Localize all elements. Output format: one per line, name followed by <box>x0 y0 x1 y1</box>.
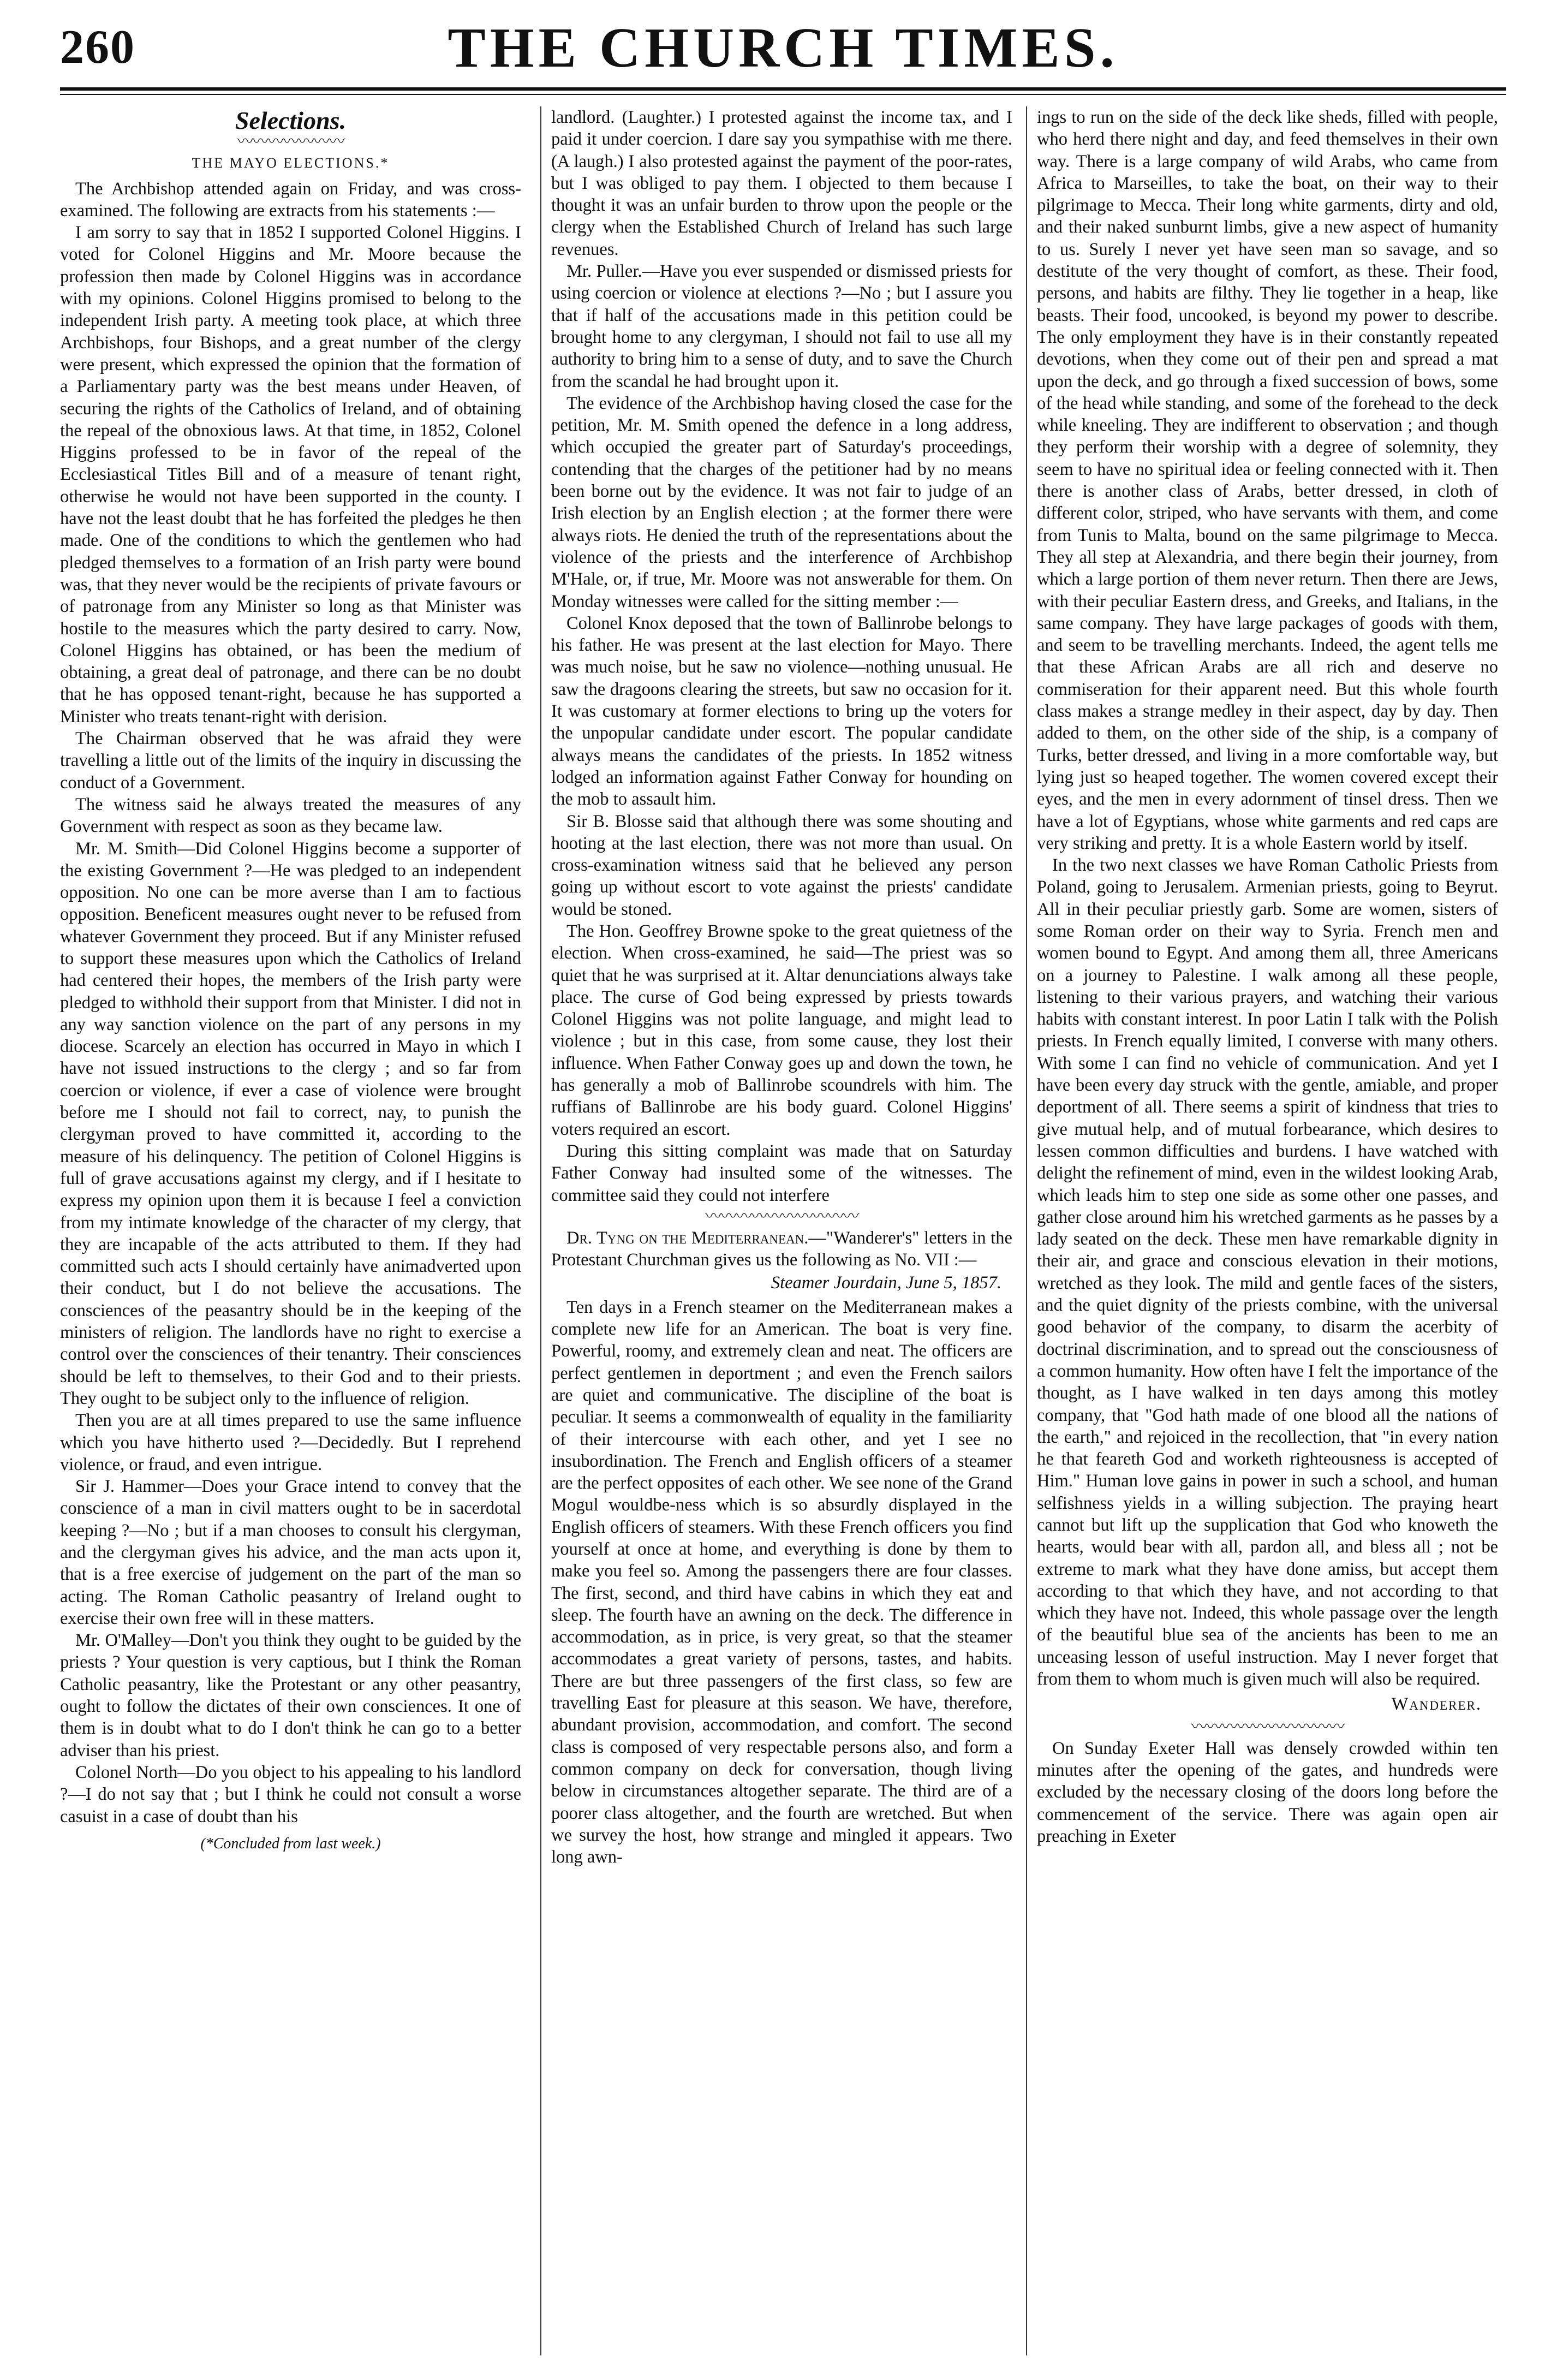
page-number: 260 <box>60 21 135 74</box>
article-paragraph: On Sunday Exeter Hall was densely crowded within ten minutes after the opening of the gates, and hundreds were excluded by the necessary closing of the doors long before the commencement of the service. There was again open air preaching in Exeter <box>1037 1738 1498 1846</box>
article-paragraph: Mr. M. Smith—Did Colonel Higgins become a supporter of the existing Government ?—He was pledged to an independent opposition. No one can be more averse than I am to factious opposition. Beneficent measures ought never to be refused from whatever Government they proceed. But if any Minister refused to support these measures upon which the Catholics of Ireland had centered their hopes, the members of the Irish party were pledged to withhold their support from that Minister. I did not in any way sanction violence on the part of any persons in my diocese. Scarcely an election has occurred in Mayo in which I have not issued instructions to the clergy ; and so far from coercion or violence, if ever a case of violence were brought before me I should not fail to correct, nay, to punish the clergyman proved to have committed it, according to the measure of his delinquency. The petition of Colonel Higgins is full of grave accusations against my clergy, and if I hesitate to express my opinion upon them it is because I feel a conviction from my intimate knowledge of the character of my clergy, that they are incapable of the acts attributed to them. If they had committed such acts I should certainly have animadverted upon their conduct, but I do not believe the accusations. The consciences of the peasantry should be in the keeping of the ministers of religion. The landlords have no right to exercise a control over the consciences of their tenantry. Their consciences should be left to themselves, to their God and to their priests. They ought to be subject only to the influence of religion. <box>60 838 521 1408</box>
article-paragraph: Sir J. Hammer—Does your Grace intend to convey that the conscience of a man in civil matters ought to be in sacerdotal keeping ?—No ; but if a man chooses to consult his clergyman, and the clergyman gives his advice, and the man acts upon it, that is a free exercise of judgement on the part of the man so acting. The Roman Catholic peasantry of Ireland ought to exercise their own free will in these matters. <box>60 1477 521 1628</box>
article-paragraph: During this sitting complaint was made that on Saturday Father Conway had insulted some of the witnesses. The committee said they could not interfere <box>551 1141 1012 1205</box>
column-3 <box>1037 106 1498 2355</box>
article-paragraph: Mr. O'Malley—Don't you think they ought to be guided by the priests ? Your question is very captious, but I think the Roman Catholic peasantry, like the Protestant or any other peasantry, ought to follow the dictates of their own consciences. It one of them is in doubt what to do I don't think he can go to a better adviser than his priest. <box>60 1631 521 1760</box>
article-paragraph: Sir B. Blosse said that although there was some shouting and hooting at the last election, there was not more than usual. On cross-examination witness said that he believed any person going up without escort to vote against the priests' candidate would be stoned. <box>551 811 1012 919</box>
section-title: Selections. <box>235 106 347 134</box>
article-paragraph: ings to run on the side of the deck like sheds, filled with people, who herd there night and day, and feed themselves in their own way. There is a large company of wild Arabs, who came from Africa to Marseilles, to take the boat, on their way to their pilgrimage to Mecca. Their long white garments, dirty and old, and their naked sunburnt limbs, give a new aspect of humanity to us. Surely I never yet have seen man so savage, and so destitute of the very thought of comfort, as these. Their food, persons, and habits are filthy. They lie together in a heap, like beasts. Their food, uncooked, is beyond my power to describe. The only employment they have is in their constantly repeated devotions, when they come out of their pen and spread a mat upon the deck, and go through a fixed succession of bows, some of the head while standing, and some of the forehead to the deck while kneeling. They are indifferent to observation ; and though they perform their worship with a degree of solemnity, they seem to have no spiritual idea or feeling connected with it. Then there is another class of Arabs, better dressed, in cloth of different color, striped, who have servants with them, and come from Tunis to Malta, bound on the same pilgrimage to Mecca. They all step at Alexandria, and there begin their journey, from which a large portion of them never return. Then there are Jews, with their peculiar Eastern dress, and Greeks, and Italians, in the same company. They have large packages of goods with them, and seem to be travelling merchants. Indeed, the agent tells me that these African Arabs are all rich and deserve no commiseration for their apparent need. But this whole fourth class makes a strange medley in their aspect, day by day. Then added to them, on the other side of the ship, is a company of Turks, better dressed, and living in a more comfortable way, but lying just so heaped together. The women covered except their eyes, and the men in every adornment of tinsel dress. Then we have a lot of Egyptians, whose white garments and red caps are very striking and pretty. It is a whole Eastern world by itself. <box>1037 108 1498 853</box>
footnote: (*Concluded from last week.) <box>200 1835 381 1852</box>
article-paragraph: In the two next classes we have Roman Catholic Priests from Poland, going to Jerusalem. Armenian priests, going to Beyrut. All in their peculiar priestly garb. Some are women, sisters of some Roman order on their way to Syria. French men and women bound to Egypt. And among them all, three Americans on a journey to Palestine. I walk among all these people, listening to their various prayers, and watching their various habits with constant interest. In poor Latin I talk with the Polish priests. In French equally limited, I converse with many others. With some I can find no vehicle of communication. And yet I have been every day struck with the gentle, amiable, and proper deportment of all. There seems a spirit of kindness that tries to give mutual help, and of mutual forbearance, which desires to lessen common difficulties and burdens. I have watched with delight the refinement of mind, even in the wildest looking Arab, which leads him to step one side as some other one passes, and gather close around him his wretched garments as he passes by a lady seated on the deck. These men have remarkable dignity in their air, and grace and conscious elevation in their motions, wretched as they look. The mild and gentle faces of the sisters, and the quiet dignity of the priests combine, with the universal good behavior of the company, to disarm the acerbity of doctrinal discrimination, and to spread out the consciousness of a common humanity. How often have I felt the importance of the thought, as I have walked in ten days among this motley company, that "God hath made of one blood all the nations of the earth," and rejoiced in the recollection, that "in every nation he that feareth God and worketh righteousness is accepted of Him." Human love gains in power in such a school, and human selfishness yields in a willing subjection. The praying heart cannot but lift up the supplication that God who knoweth the hearts, would bear with all, pardon all, and bless all ; not be extreme to mark what they have done amiss, but accept them according to that which they have, and not according to that which they have not. Indeed, this whole passage over the length of the beautiful blue sea of the ancients has been to me an unceasing lesson of useful instruction. May I never forget that from them to whom much is given much will also be required. <box>1037 855 1498 1689</box>
article-paragraph: The witness said he always treated the measures of any Government with respect as soon as they became law. <box>60 794 521 837</box>
article-lead: Dr. Tyng on the Mediterranean. <box>566 1228 809 1248</box>
column-2 <box>551 106 1012 2355</box>
article-headline: THE MAYO ELECTIONS.* <box>192 155 390 171</box>
article-paragraph: landlord. (Laughter.) I protested against the income tax, and I paid it under coercion. I dare say you sympathise with me there. (A laugh.) I also protested against the payment of the poor-rates, but I was obliged to pay them. I objected to them because I thought it was an unfair burden to throw upon the people or the clergy when the Established Church of Ireland has such large revenues. <box>551 108 1012 259</box>
wavy-divider: 〰〰〰〰〰〰〰〰〰〰 <box>1191 1717 1344 1736</box>
wavy-divider: 〰〰〰〰〰〰〰 <box>237 133 344 151</box>
column-divider <box>540 106 541 2355</box>
newspaper-title: THE CHURCH TIMES. <box>448 16 1119 79</box>
article-paragraph: The evidence of the Archbishop having closed the case for the petition, Mr. M. Smith opened the defence in a long address, which occupied the greater part of Saturday's proceedings, contending that the charges of the petitioner had by no means been borne out by the evidence. It was not fair to judge of an Irish election by an English election ; at the former there were always riots. He denied the truth of the representations about the violence of the priests and the interference of Archbishop M'Hale, or, if true, Mr. Moore was not answerable for them. On Monday witnesses were called for the sitting member :— <box>551 393 1012 611</box>
article-paragraph: The Hon. Geoffrey Browne spoke to the great quietness of the election. When cross-examined, he said—The priest was so quiet that he was surprised at it. Altar denunciations always take place. The curse of God being expressed by priests towards Colonel Higgins was not polite language, and might lead to violence ; but in this case, from some cause, they lost their influence. When Father Conway goes up and down the town, he has generally a mob of Ballinrobe scoundrels with him. The ruffians of Ballinrobe are his body guard. Colonel Higgins' voters required an escort. <box>551 921 1012 1139</box>
article-lead-text: —"Wanderer's" letters in the Protestant Churchman gives us the following as No. VII :— <box>551 1228 1012 1270</box>
column-divider <box>1026 106 1027 2355</box>
masthead <box>60 15 1506 97</box>
article-paragraph: The Chairman observed that he was afraid they were travelling a little out of the limits of the inquiry in discussing the conduct of a Government. <box>60 729 521 793</box>
signature: Wanderer. <box>1391 1694 1482 1715</box>
article-paragraph: I am sorry to say that in 1852 I supported Colonel Higgins. I voted for Colonel Higgins and Mr. Moore because the profession then made by Colonel Higgins was in accordance with my opinions. Colonel Higgins promised to belong to the independent Irish party. A meeting took place, at which three Archbishops, four Bishops, and a great number of the clergy were present, which expressed the opinion that the formation of a Parliamentary party was the best means under Heaven, of securing the rights of the Catholics of Ireland, and of obtaining the repeal of the obnoxious laws. At that time, in 1852, Colonel Higgins professed to be in favor of the repeal of the Ecclesiastical Titles Bill and of a measure of tenant right, otherwise he would not have been supported in the county. I have not the least doubt that he has forfeited the pledges he then made. One of the conditions to which the gentlemen who had pledged themselves to a formation of an Irish party were bound was, that they never would be the recipients of private favours or of patronage from any Minister so long as that Minister was hostile to the measures which the party desired to carry. Now, Colonel Higgins has obtained, or has been the medium of obtaining, a great deal of patronage, and there can be no doubt that he has opposed tenant-right, because he has supported a Minister who treats tenant-right with derision. <box>60 223 521 727</box>
article-paragraph: Then you are at all times prepared to use the same influence which you have hitherto used ?—Decidedly. But I reprehend violence, or fraud, and even intrigue. <box>60 1411 521 1474</box>
article-paragraph: Colonel Knox deposed that the town of Ballinrobe belongs to his father. He was present at the last election for Mayo. There was much noise, but he saw no violence—nothing unusual. He saw the dragoons clearing the streets, but saw no occasion for it. It was customary at former elections to bring up the voters for the unpopular candidate under escort. The popular candidate always means the candidates of the priests. In 1852 witness lodged an information against Father Conway for hounding on the mob to assault him. <box>551 613 1012 810</box>
masthead-rule-thin <box>60 94 1506 95</box>
article-paragraph <box>551 1227 1012 1271</box>
column-1 <box>60 106 521 2355</box>
article-paragraph: Ten days in a French steamer on the Mediterranean makes a complete new life for an American. The boat is very fine. Powerful, roomy, and extremely clean and neat. The officers are perfect gentlemen in deportment ; and even the French sailors are quiet and communicative. The discipline of the boat is peculiar. It seems a commonwealth of equality in the familiarity of their intercourse with each other, and yet I see no insubordination. The French and English officers of a steamer are the perfect opposites of each other. We see none of the Grand Mogul wouldbe-ness which is so absurdly displayed in the English officers of steamers. With these French officers you find yourself at once at home, and everything is done by them to make you feel so. Among the passengers there are four classes. The first, second, and third have cabins in which they eat and sleep. The fourth have an awning on the deck. The difference in accommodation, as in price, is very great, so that the steamer accommodates a great variety of persons, tastes, and habits. There are but three passengers of the first class, so few are travelling East for pleasure at this season. We have, therefore, abundant provision, accommodation, and comfort. The second class is composed of very respectable persons also, and form a common company on deck for conversation, though living below in circumstances altogether separate. The third are of a poorer class altogether, and the fourth are wretched. But when we survey the host, how strange and mingled it appears. Two long awn- <box>551 1297 1012 1867</box>
wavy-divider: 〰〰〰〰〰〰〰〰〰〰 <box>705 1207 858 1225</box>
dateline: Steamer Jourdain, June 5, 1857. <box>771 1273 1001 1293</box>
article-paragraph: The Archbishop attended again on Friday, and was cross-examined. The following are extracts from his statements :— <box>60 178 521 221</box>
masthead-rule <box>60 87 1506 91</box>
article-paragraph: Mr. Puller.—Have you ever suspended or dismissed priests for using coercion or violence at elections ?—No ; but I assure you that if half of the accusations made in this petition could be brought home to any clergyman, I should not fail to use all my authority to bring him to a sense of duty, and to save the Church from the scandal he had brought upon it. <box>551 261 1012 391</box>
article-paragraph: Colonel North—Do you object to his appealing to his landlord ?—I do not say that ; but I think he could not consult a worse casuist in a case of doubt than his <box>60 1762 521 1826</box>
